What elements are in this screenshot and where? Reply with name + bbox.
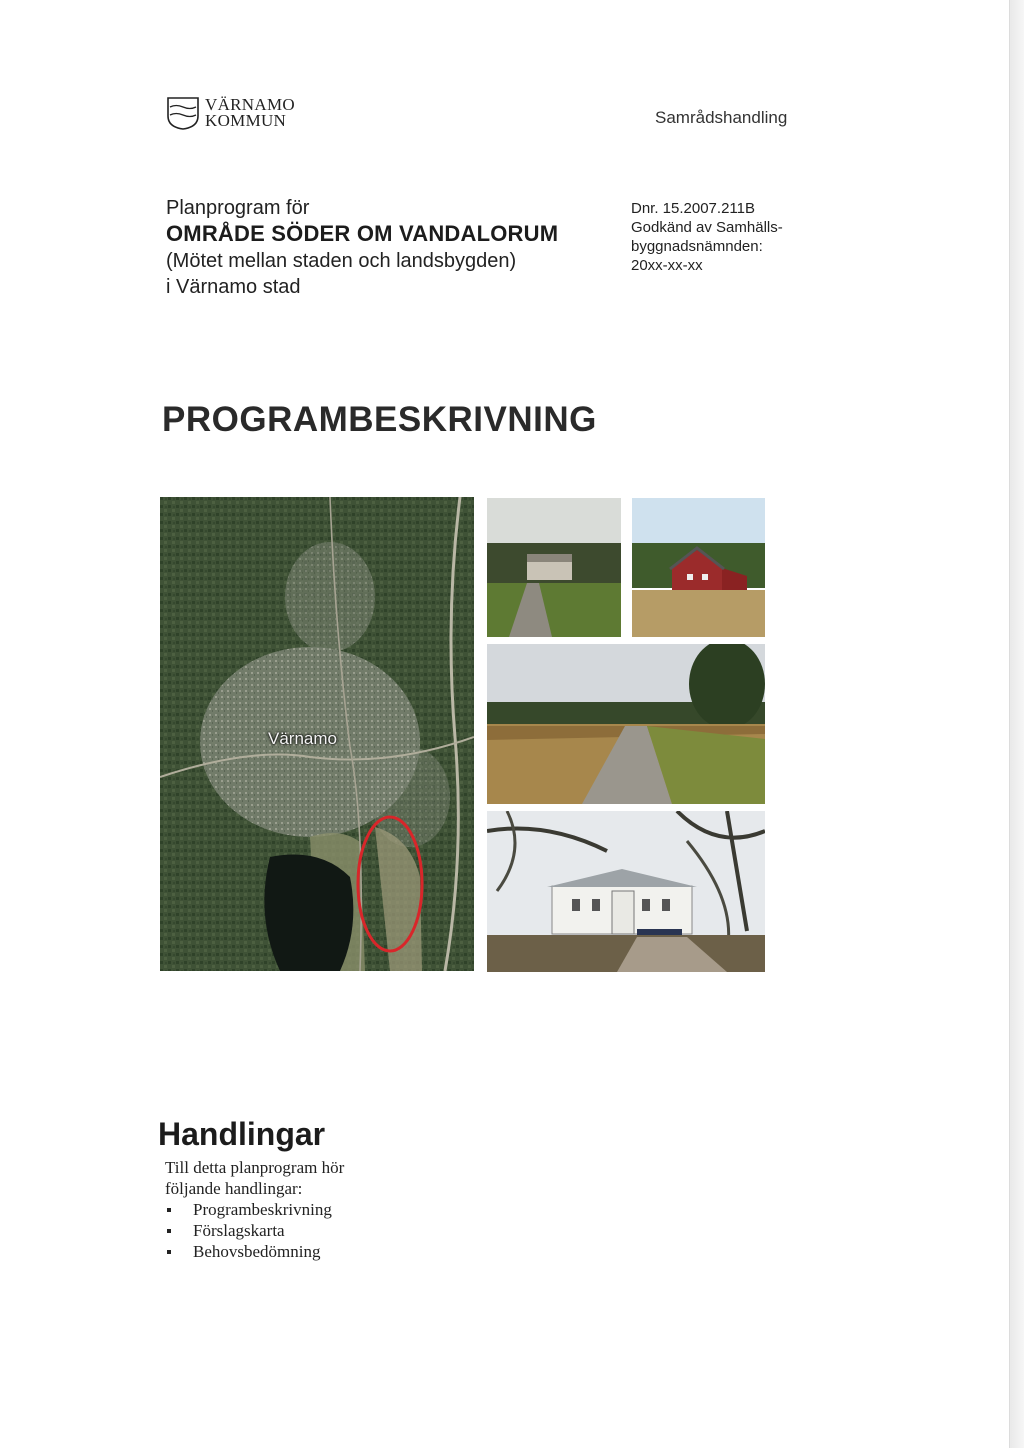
reference-block xyxy=(631,199,783,275)
red-barn-photo xyxy=(632,498,765,637)
plan-heading-block xyxy=(166,196,558,300)
municipality-logo xyxy=(166,96,295,130)
list-item xyxy=(165,1220,332,1241)
dnr-number: Dnr. 15.2007.211B xyxy=(631,200,755,217)
country-road-photo xyxy=(487,498,621,637)
aerial-map-photo xyxy=(160,497,474,971)
approval-line-1: Godkänd av Samhälls- xyxy=(631,219,783,236)
handlingar-list xyxy=(165,1199,332,1262)
plan-subtitle: (Mötet mellan staden och landsbygden) xyxy=(166,250,517,272)
approval-line-2: byggnadsnämnden: xyxy=(631,238,763,255)
plan-location: i Värnamo stad xyxy=(166,276,301,298)
logo-wordmark xyxy=(205,97,295,129)
plan-intro: Planprogram för xyxy=(166,197,310,219)
list-item-label: Behovsbedömning xyxy=(193,1242,321,1261)
handlingar-intro xyxy=(165,1157,344,1199)
approval-date: 20xx-xx-xx xyxy=(631,257,703,274)
list-item xyxy=(165,1199,332,1220)
logo-line-kommun: KOMMUN xyxy=(205,111,287,130)
logo-line-varnamo: VÄRNAMO xyxy=(205,95,295,114)
map-place-label: Värnamo xyxy=(268,729,337,748)
plan-title: OMRÅDE SÖDER OM VANDALORUM xyxy=(166,221,559,246)
manor-house-photo xyxy=(487,811,765,972)
handlingar-heading: Handlingar xyxy=(158,1116,326,1152)
bullet-icon xyxy=(167,1250,171,1254)
list-item-label: Programbeskrivning xyxy=(193,1200,332,1219)
handlingar-intro-line-2: följande handlingar: xyxy=(165,1179,303,1198)
bullet-icon xyxy=(167,1229,171,1233)
page-edge-shadow xyxy=(1009,0,1024,1448)
list-item xyxy=(165,1241,332,1262)
document-title: PROGRAMBESKRIVNING xyxy=(162,400,597,439)
field-road-photo xyxy=(487,644,765,804)
coat-of-arms-icon xyxy=(166,96,200,130)
handlingar-intro-line-1: Till detta planprogram hör xyxy=(165,1158,345,1177)
bullet-icon xyxy=(167,1208,171,1212)
document-status: Samrådshandling xyxy=(655,108,788,127)
list-item-label: Förslagskarta xyxy=(193,1221,285,1240)
